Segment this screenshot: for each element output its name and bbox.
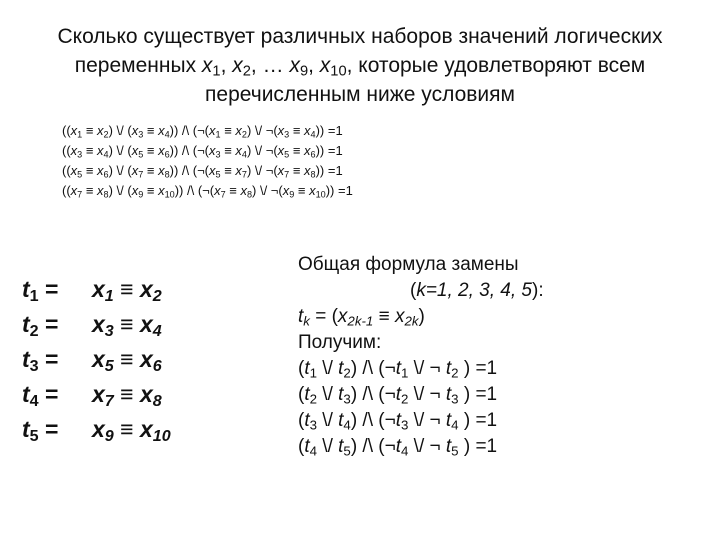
substitution-rhs: $x_9 \equiv x_{10}$ — [92, 416, 171, 446]
substitution-lhs: $t_2$ = — [22, 311, 59, 341]
substitution-row — [22, 307, 171, 342]
result-line: ($t_3$ \/ $t_4$) /\ ($\neg t_3$ \/ ¬ $t_4$ ) =1 — [298, 410, 498, 433]
substitution-rhs: $x_1 \equiv x_2$ — [92, 276, 162, 306]
condition-line: ($(x_3 \equiv x_4)$ \/ $(x_5 \equiv x_6)$) /\ ($\neg(x_3 \equiv x_4)$ \/ $\neg(x_5 \equiv x_6)) =1$ — [62, 143, 343, 160]
substitution-lhs: $t_3$ = — [22, 346, 59, 376]
general-heading: Общая формула замены — [298, 254, 519, 275]
substitution-row — [22, 272, 171, 307]
condition-line: ($(x_1 \equiv x_2)$ \/ $(x_3 \equiv x_4)$) /\ ($\neg(x_1 \equiv x_2)$ \/ $\neg(x_3 \equiv x_4)) =1$ — [62, 123, 343, 140]
result-line: ($t_4$ \/ $t_5$) /\ ($\neg t_4$ \/ ¬ $t_5$ ) =1 — [298, 436, 498, 459]
substitution-lhs: $t_4$ = — [22, 381, 59, 411]
substitution-row — [22, 377, 171, 412]
result-label: Получим: — [298, 332, 382, 353]
general-formula-block — [298, 252, 698, 460]
substitution-row — [22, 412, 171, 447]
substitution-rhs: $x_3 \equiv x_4$ — [92, 311, 162, 341]
result-line: ($t_2$ \/ $t_3$) /\ ($\neg t_2$ \/ ¬ $t_3$ ) =1 — [298, 384, 498, 407]
condition-line: ($(x_5 \equiv x_6)$ \/ $(x_7 \equiv x_8)$) /\ ($\neg(x_5 \equiv x_7)$ \/ $\neg(x_7 \equiv x_8)) =1$ — [62, 163, 343, 180]
substitution-rhs: $x_5 \equiv x_6$ — [92, 346, 162, 376]
substitution-row — [22, 342, 171, 377]
problem-title: Сколько существует различных наборов значений логических переменных $x_1$, $x_2$, … $x_9$, $x_{10}$, которые удовлетворяют всем перечисленным ниже условиям — [57, 25, 663, 106]
substitution-lhs: $t_1$ = — [22, 276, 59, 306]
condition-line: ($(x_7 \equiv x_8)$ \/ $(x_9 \equiv x_{10})$) /\ ($\neg(x_7 \equiv x_8)$ \/ $\neg(x_9 \equiv x_{10})) =1$ — [62, 183, 353, 200]
substitution-lhs: $t_5$ = — [22, 416, 59, 446]
substitution-rhs: $x_7 \equiv x_8$ — [92, 381, 162, 411]
result-line: ($t_1$ \/ $t_2$) /\ ($\neg t_1$ \/ ¬ $t_2$ ) =1 — [298, 358, 498, 381]
general-formula: $t_k = (x_{2k-1} \equiv x_{2k})$ — [298, 306, 425, 329]
conditions-list — [62, 121, 353, 201]
substitution-list — [22, 272, 171, 447]
k-range: (k=1, 2, 3, 4, 5): — [410, 280, 544, 301]
